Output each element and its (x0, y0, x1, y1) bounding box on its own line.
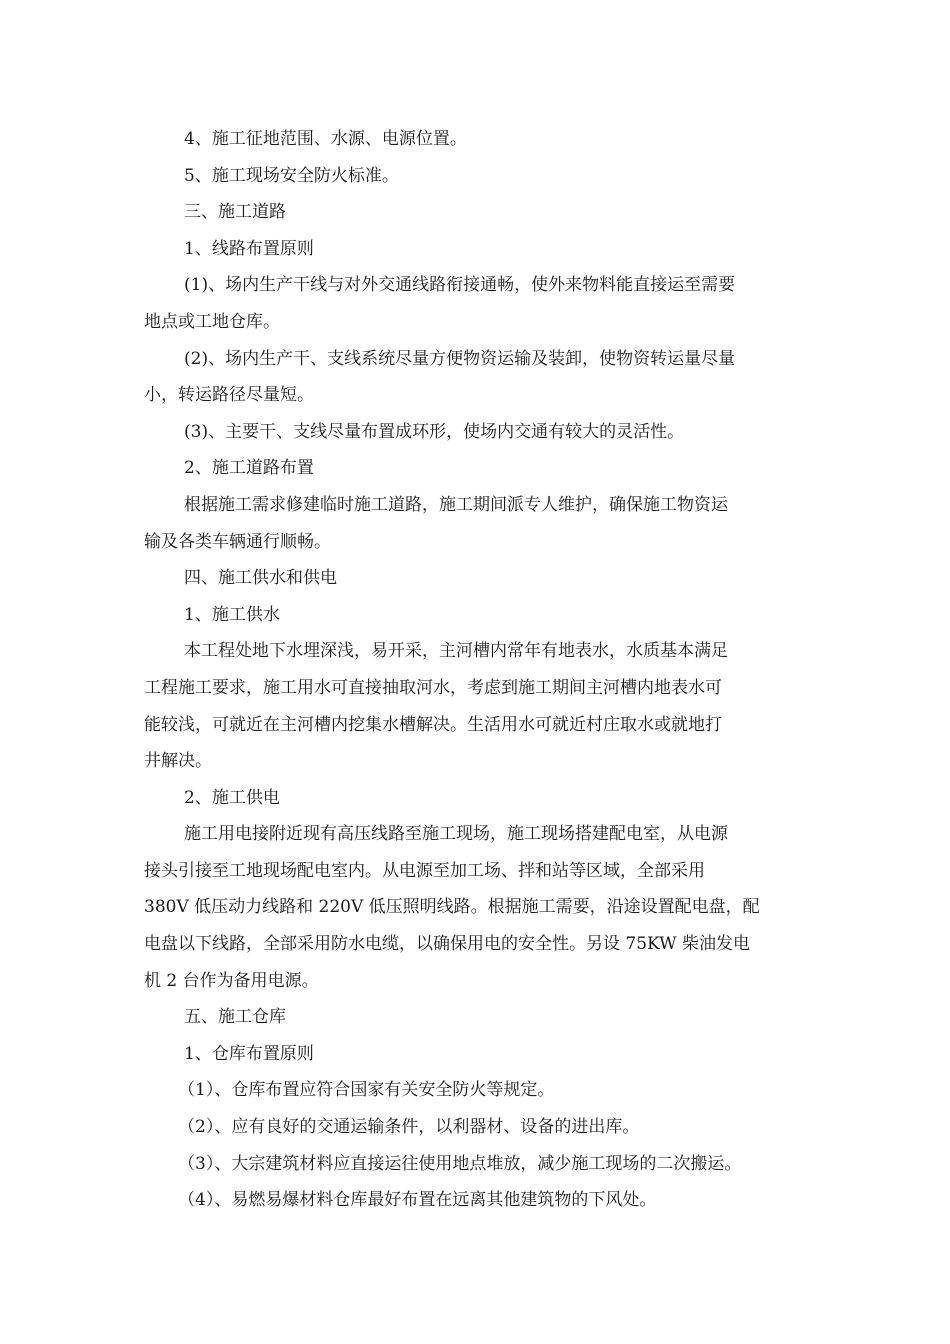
text-line: (3)、主要干、支线尽量布置成环形，使场内交通有较大的灵活性。 (184, 421, 685, 442)
text-line: 5、施工现场安全防火标准。 (184, 165, 399, 186)
text-line: 小，转运路径尽量短。 (144, 385, 314, 406)
text-line: 能较浅，可就近在主河槽内挖集水槽解决。生活用水可就近村庄取水或就地打 (144, 714, 722, 735)
text-line: 1、仓库布置原则 (184, 1043, 314, 1064)
text-line: 施工用电接附近现有高压线路至施工现场，施工现场搭建配电室，从电源 (184, 824, 728, 845)
text-line: 电盘以下线路，全部采用防水电缆，以确保用电的安全性。另设 75KW 柴油发电 (144, 934, 751, 955)
text-line: 1、施工供水 (184, 604, 280, 625)
text-line: 地点或工地仓库。 (144, 311, 280, 332)
text-line: （1）、仓库布置应符合国家有关安全防火等规定。 (178, 1080, 555, 1101)
text-line: 井解决。 (144, 751, 212, 772)
text-line: 接头引接至工地现场配电室内。从电源至加工场、拌和站等区域，全部采用 (144, 860, 705, 881)
text-line: 2、施工道路布置 (184, 458, 314, 479)
text-line: 机 2 台作为备用电源。 (144, 970, 319, 991)
text-line: (1)、场内生产干线与对外交通线路衔接通畅，使外来物料能直接运至需要 (184, 275, 736, 296)
text-line: 2、施工供电 (184, 787, 280, 808)
text-line: （4）、易燃易爆材料仓库最好布置在远离其他建筑物的下风处。 (178, 1190, 657, 1211)
text-line: 本工程处地下水埋深浅，易开采，主河槽内常年有地表水，水质基本满足 (184, 641, 728, 662)
text-line: 根据施工需求修建临时施工道路，施工期间派专人维护，确保施工物资运 (184, 494, 728, 515)
text-line: (2)、场内生产干、支线系统尽量方便物资运输及装卸，使物资转运量尽量 (184, 348, 736, 369)
text-line: 4、施工征地范围、水源、电源位置。 (184, 129, 467, 149)
text-line: 输及各类车辆通行顺畅。 (144, 531, 331, 552)
text-line: 工程施工要求，施工用水可直接抽取河水，考虑到施工期间主河槽内地表水可 (144, 677, 722, 698)
text-line: 1、线路布置原则 (184, 238, 314, 259)
text-line: 三、施工道路 (184, 202, 286, 223)
document-body (144, 121, 814, 1219)
text-line: 380V 低压动力线路和 220V 低压照明线路。根据施工需要，沿途设置配电盘，配 (144, 897, 760, 918)
text-line: （2）、应有良好的交通运输条件，以利器材、设备的进出库。 (178, 1117, 640, 1138)
text-line: 五、施工仓库 (184, 1007, 286, 1028)
text-line: 四、施工供水和供电 (184, 568, 337, 589)
text-line: （3）、大宗建筑材料应直接运往使用地点堆放，减少施工现场的二次搬运。 (178, 1153, 742, 1174)
